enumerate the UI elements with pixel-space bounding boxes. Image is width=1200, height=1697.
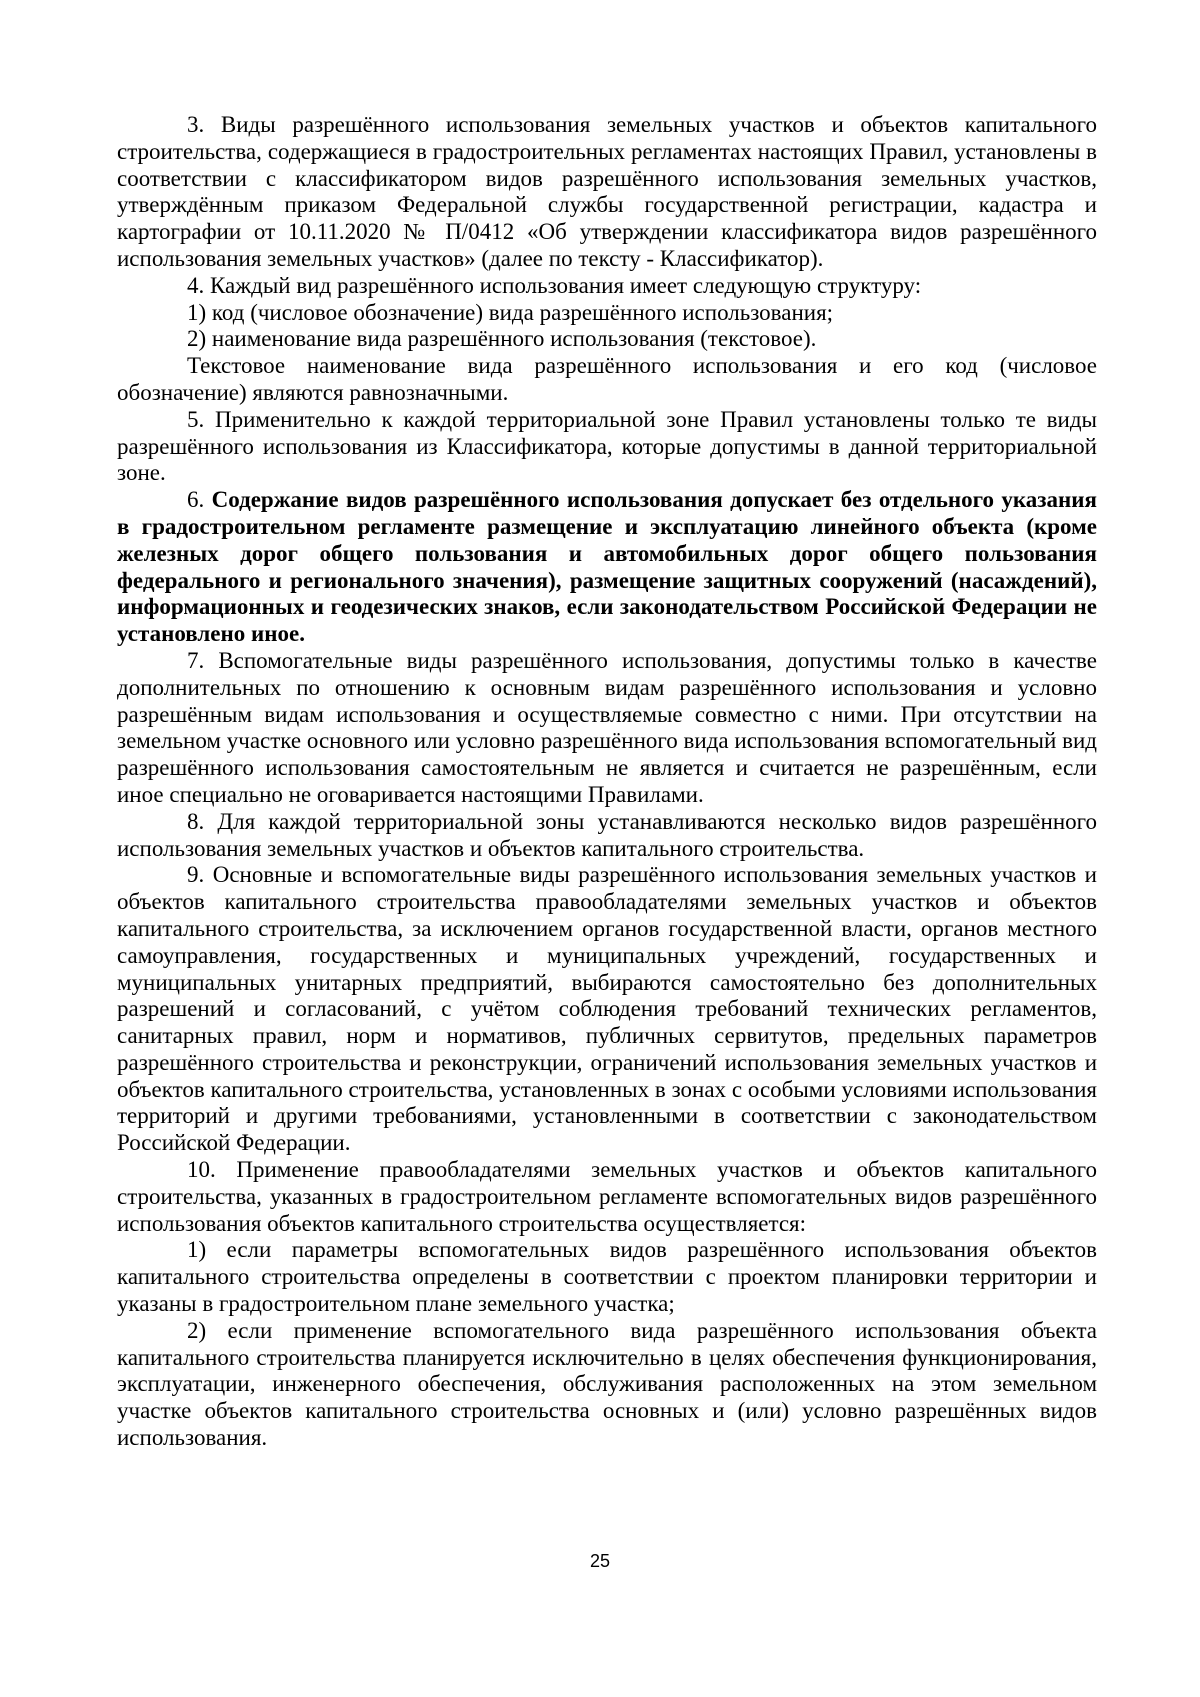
paragraph-7: 7. Вспомогательные виды разрешённого использования, допустимы только в качестве дополнительных по отношению к основным видам разрешённого использования и условно разрешённым видам использования и осуществляемые совместно с ними. При отсутствии на земельном участке основного или условно разрешённого вида использования вспомогательный вид разрешённого использования самостоятельным не является и считается не разрешённым, если иное специально не оговаривается настоящими Правилами. <box>117 647 1097 807</box>
paragraph-10: 10. Применение правообладателями земельных участков и объектов капитального строительства, указанных в градостроительном регламенте вспомогательных видов разрешённого использования объектов капитального строительства осуществляется: <box>117 1157 1097 1236</box>
paragraph-10-item-2: 2) если применение вспомогательного вида разрешённого использования объекта капитального строительства планируется исключительно в целях обеспечения функционирования, эксплуатации, инженерного обеспечения, обслуживания расположенных на этом земельном участке объектов капитального строительства основных и (или) условно разрешённых видов использования. <box>117 1317 1097 1451</box>
paragraph-3: 3. Виды разрешённого использования земельных участков и объектов капитального строительства, содержащиеся в градостроительных регламентах настоящих Правил, установлены в соответствии с классификатором видов разрешённого использования земельных участков, утверждённым приказом Федеральной службы государственной регистрации, кадастра и картографии от 10.11.2020 № П/0412 «Об утверждении классификатора видов разрешённого использования земельных участков» (далее по тексту - Классификатор). <box>117 112 1097 271</box>
paragraph-6 <box>117 487 1097 648</box>
paragraph-6-number: 6. <box>187 487 212 513</box>
paragraph-5: 5. Применительно к каждой территориальной зоне Правил установлены только те виды разрешённого использования из Классификатора, которые допустимы в данной территориальной зоне. <box>117 406 1097 486</box>
paragraph-4-item-1: 1) код (числовое обозначение) вида разрешённого использования; <box>187 299 834 325</box>
paragraph-6-text: Содержание видов разрешённого использования допускает без отдельного указания в градостроительном регламенте размещение и эксплуатацию линейного объекта (кроме железных дорог общего пользования и автомобильных дорог общего пользования федерального и регионального значения), размещение защитных сооружений (насаждений), информационных и геодезических знаков, если законодательством Российской Федерации не установлено иное. <box>117 487 1098 647</box>
paragraph-4-item-2: 2) наименование вида разрешённого использования (текстовое). <box>187 326 817 352</box>
document-page <box>117 112 1097 1452</box>
paragraph-8: 8. Для каждой территориальной зоны устанавливаются несколько видов разрешённого использования земельных участков и объектов капитального строительства. <box>117 808 1097 861</box>
page-number: 25 <box>589 1551 611 1571</box>
paragraph-10-item-1: 1) если параметры вспомогательных видов разрешённого использования объектов капитального строительства определены в соответствии с проектом планировки территории и указаны в градостроительном плане земельного участка; <box>117 1237 1097 1317</box>
paragraph-4: 4. Каждый вид разрешённого использования имеет следующую структуру: <box>187 272 922 298</box>
paragraph-4-note: Текстовое наименование вида разрешённого использования и его код (числовое обозначение) являются равнозначными. <box>117 353 1097 405</box>
paragraph-9: 9. Основные и вспомогательные виды разрешённого использования земельных участков и объектов капитального строительства правообладателями земельных участков и объектов капитального строительства, за исключением органов государственной власти, органов местного самоуправления, государственных и муниципальных учреждений, государственных и муниципальных унитарных предприятий, выбираются самостоятельно без дополнительных разрешений и согласований, с учётом соблюдения требований технических регламентов, санитарных правил, норм и нормативов, публичных сервитутов, предельных параметров разрешённого строительства и реконструкции, ограничений использования земельных участков и объектов капитального строительства, установленных в зонах с особыми условиями использования территорий и другими требованиями, установленными в соответствии с законодательством Российской Федерации. <box>117 862 1097 1156</box>
